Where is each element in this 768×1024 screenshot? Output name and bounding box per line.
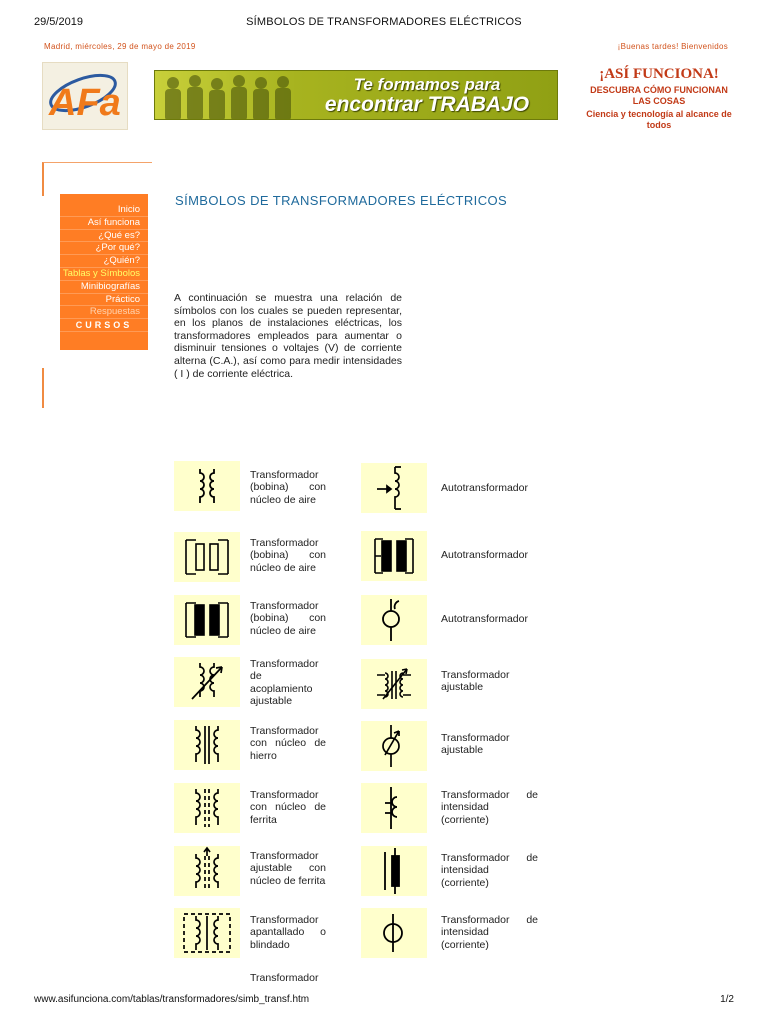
banner-line1: Te formamos para [353,75,501,94]
nav-item-asi-funciona[interactable]: Así funciona [60,217,148,230]
symbol-label: Transformador de intensidad (corriente) [441,789,538,826]
symbol-label: Transformador ajustable [441,732,510,757]
ferrite-core-transformer-icon [174,783,240,833]
symbol-label: Transformador ajustable [441,669,510,694]
adjustable-transformer-icon [361,659,427,709]
site-logo[interactable] [42,62,128,130]
promo-title: ¡ASÍ FUNCIONA! [599,66,719,82]
sidebar-nav [60,194,148,350]
current-transformer-filled-icon [361,846,427,896]
symbol-label: Transformador de acoplamiento ajustable [250,658,319,708]
nav-item-minibiografias[interactable]: Minibiografías [60,281,148,294]
nav-item-tablas-simbolos[interactable]: Tablas y Símbolos [60,268,148,281]
promo-block[interactable] [582,66,736,131]
banner-line2: encontrar TRABAJO [324,93,530,116]
promo-tagline: Ciencia y tecnología al alcance de todos [586,109,732,130]
autotransformer-circle-icon [361,595,427,645]
air-core-transformer-filled-icon [174,595,240,645]
print-url[interactable]: www.asifunciona.com/tablas/transformadores/simb_transf.htm [34,994,310,1005]
decorative-divider [42,176,44,196]
promo-subtitle: DESCUBRA CÓMO FUNCIONAN LAS COSAS [590,85,728,106]
symbol-label: Transformador con núcleo de hierro [250,725,326,762]
adjustable-transformer-circle-icon [361,721,427,771]
symbol-label: Autotransformador [441,613,528,625]
intro-paragraph: A continuación se muestra una relación de símbolos con los cuales se pueden representar, en los planos de instalaciones eléctricas, los transformadores empleados para aumentar o disminuir tensiones o voltajes (V) de corriente alterna (C.A.), así como para medir intensidades ( I ) de corriente eléctrica. [174,292,402,380]
nav-item-practico[interactable]: Práctico [60,294,148,307]
symbol-label: Transformador de intensidad (corriente) [441,852,538,889]
symbol-label: Autotransformador [441,482,528,494]
nav-item-que-es[interactable]: ¿Qué es? [60,230,148,243]
training-banner[interactable] [154,70,558,120]
svg-text:AFa: AFa [49,82,121,124]
current-transformer-circle-icon [361,908,427,958]
air-core-transformer-icon [174,461,240,511]
decorative-divider [42,162,152,176]
autotransformer-icon [361,463,427,513]
symbol-label: Transformador (bobina) con núcleo de aire [250,537,326,574]
print-title: SÍMBOLOS DE TRANSFORMADORES ELÉCTRICOS [246,16,522,28]
symbol-label: Transformador (bobina) con núcleo de aire [250,469,326,506]
current-date: Madrid, miércoles, 29 de mayo de 2019 [44,42,196,51]
air-core-transformer-boxed-icon [174,532,240,582]
adjustable-ferrite-transformer-icon [174,846,240,896]
logo-icon [43,63,129,131]
current-transformer-icon [361,783,427,833]
symbol-label: Transformador con núcleo de ferrita [250,789,326,826]
decorative-divider [42,368,44,408]
nav-item-inicio[interactable]: Inicio [60,204,148,217]
symbol-label: Transformador [250,972,319,984]
nav-item-por-que[interactable]: ¿Por qué? [60,242,148,255]
adjustable-coupling-transformer-icon [174,657,240,707]
nav-item-cursos[interactable]: CURSOS [60,319,148,332]
print-date: 29/5/2019 [34,16,83,28]
page-title: SÍMBOLOS DE TRANSFORMADORES ELÉCTRICOS [175,193,508,208]
shielded-transformer-icon [174,908,240,958]
nav-item-respuestas[interactable]: Respuestas [60,306,148,319]
symbol-label: Transformador (bobina) con núcleo de aire [250,600,326,637]
symbol-label: Transformador apantallado o blindado [250,914,326,951]
greeting: ¡Buenas tardes! Bienvenidos [617,42,728,51]
symbol-label: Autotransformador [441,549,528,561]
autotransformer-filled-icon [361,531,427,581]
symbol-label: Transformador ajustable con núcleo de ferrita [250,850,326,887]
print-page-number: 1/2 [720,994,734,1005]
nav-item-quien[interactable]: ¿Quién? [60,255,148,268]
symbol-label: Transformador de intensidad (corriente) [441,914,538,951]
iron-core-transformer-icon [174,720,240,770]
